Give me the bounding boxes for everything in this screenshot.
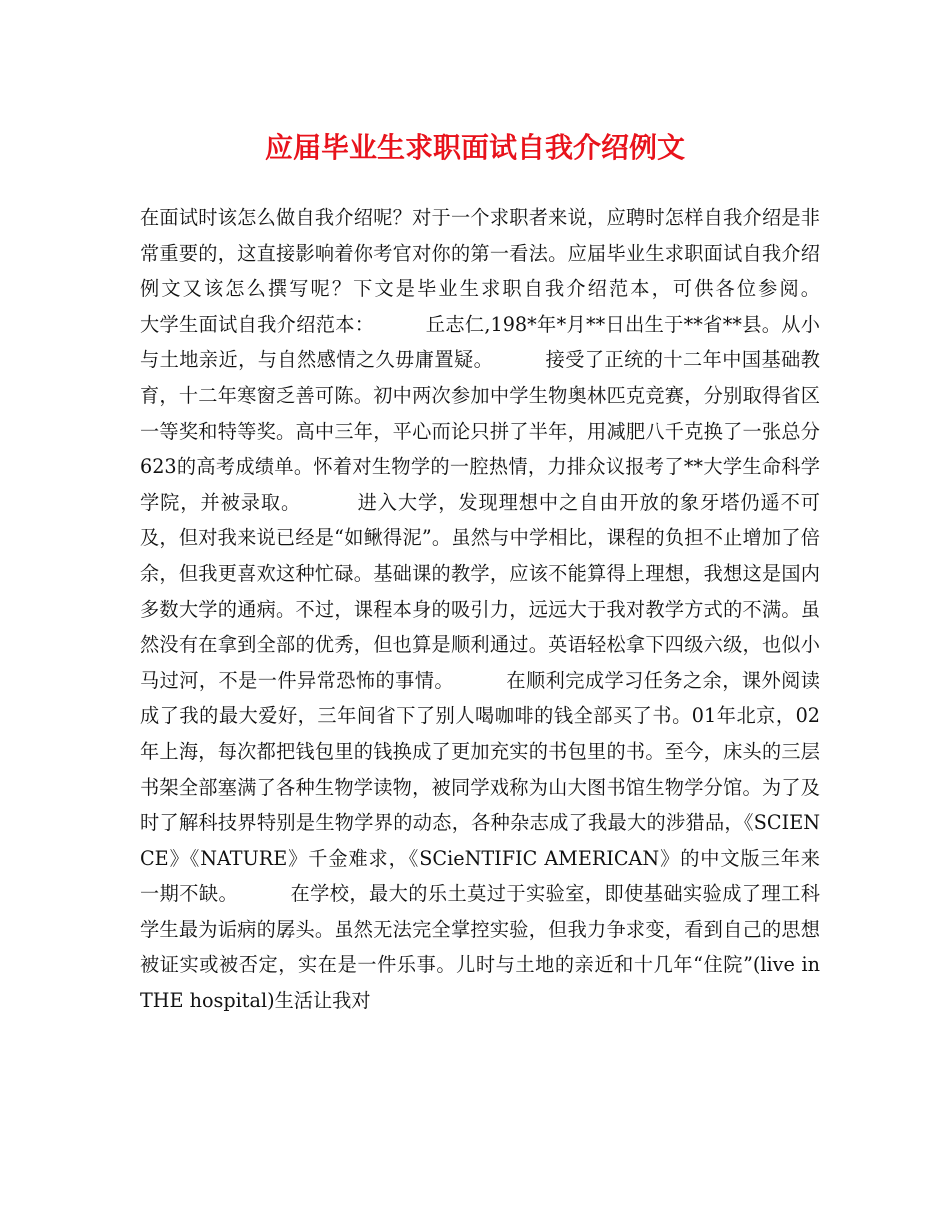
document-title: 应届毕业生求职面试自我介绍例文: [264, 131, 685, 164]
document-body-text: 在面试时该怎么做自我介绍呢？对于一个求职者来说，应聘时怎样自我介绍是非常重要的，这直接影响着你考官对你的第一看法。应届毕业生求职面试自我介绍例文又该怎么撰写呢？下文是毕业生求职自我介绍范本，可供各位参阅。 大学生面试自我介绍范本： 丘志仁,198*年*月**日出生于**省**县。从小与土地亲近，与自然感情之久毋庸置疑。 接受了正统的十二年中国基础教育，十二年寒窗乏善可陈。初中两次参加中学生物奥林匹克竞赛，分别取得省区一等奖和特等奖。高中三年，平心而论只拼了半年，用减肥八千克换了一张总分623的高考成绩单。怀着对生物学的一腔热情，力排众议报考了**大学生命科学学院，并被录取。 进入大学，发现理想中之自由开放的象牙塔仍遥不可及，但对我来说已经是“如鳅得泥”。虽然与中学相比，课程的负担不止增加了倍余，但我更喜欢这种忙碌。基础课的教学，应该不能算得上理想，我想这是国内多数大学的通病。不过，课程本身的吸引力，远远大于我对教学方式的不满。虽然没有在拿到全部的优秀，但也算是顺利通过。英语轻松拿下四级六级，也似小马过河，不是一件异常恐怖的事情。 在顺利完成学习任务之余，课外阅读成了我的最大爱好，三年间省下了别人喝咖啡的钱全部买了书。01年北京，02年上海，每次都把钱包里的钱换成了更加充实的书包里的书。至今，床头的三层书架全部塞满了各种生物学读物，被同学戏称为山大图书馆生物学分馆。为了及时了解科技界特别是生物学界的动态，各种杂志成了我最大的涉猎品，《SCIENCE》《NATURE》千金难求，《SCieNTIFIC AMERICAN》的中文版三年来一期不缺。 在学校，最大的乐土莫过于实验室，即使基础实验成了理工科学生最为诟病的孱头。虽然无法完全掌控实验，但我力争求变，看到自己的思想被证实或被否定，实在是一件乐事。儿时与土地的亲近和十几年“住院”(live in THE hospital)生活让我对: [140, 206, 869, 1013]
